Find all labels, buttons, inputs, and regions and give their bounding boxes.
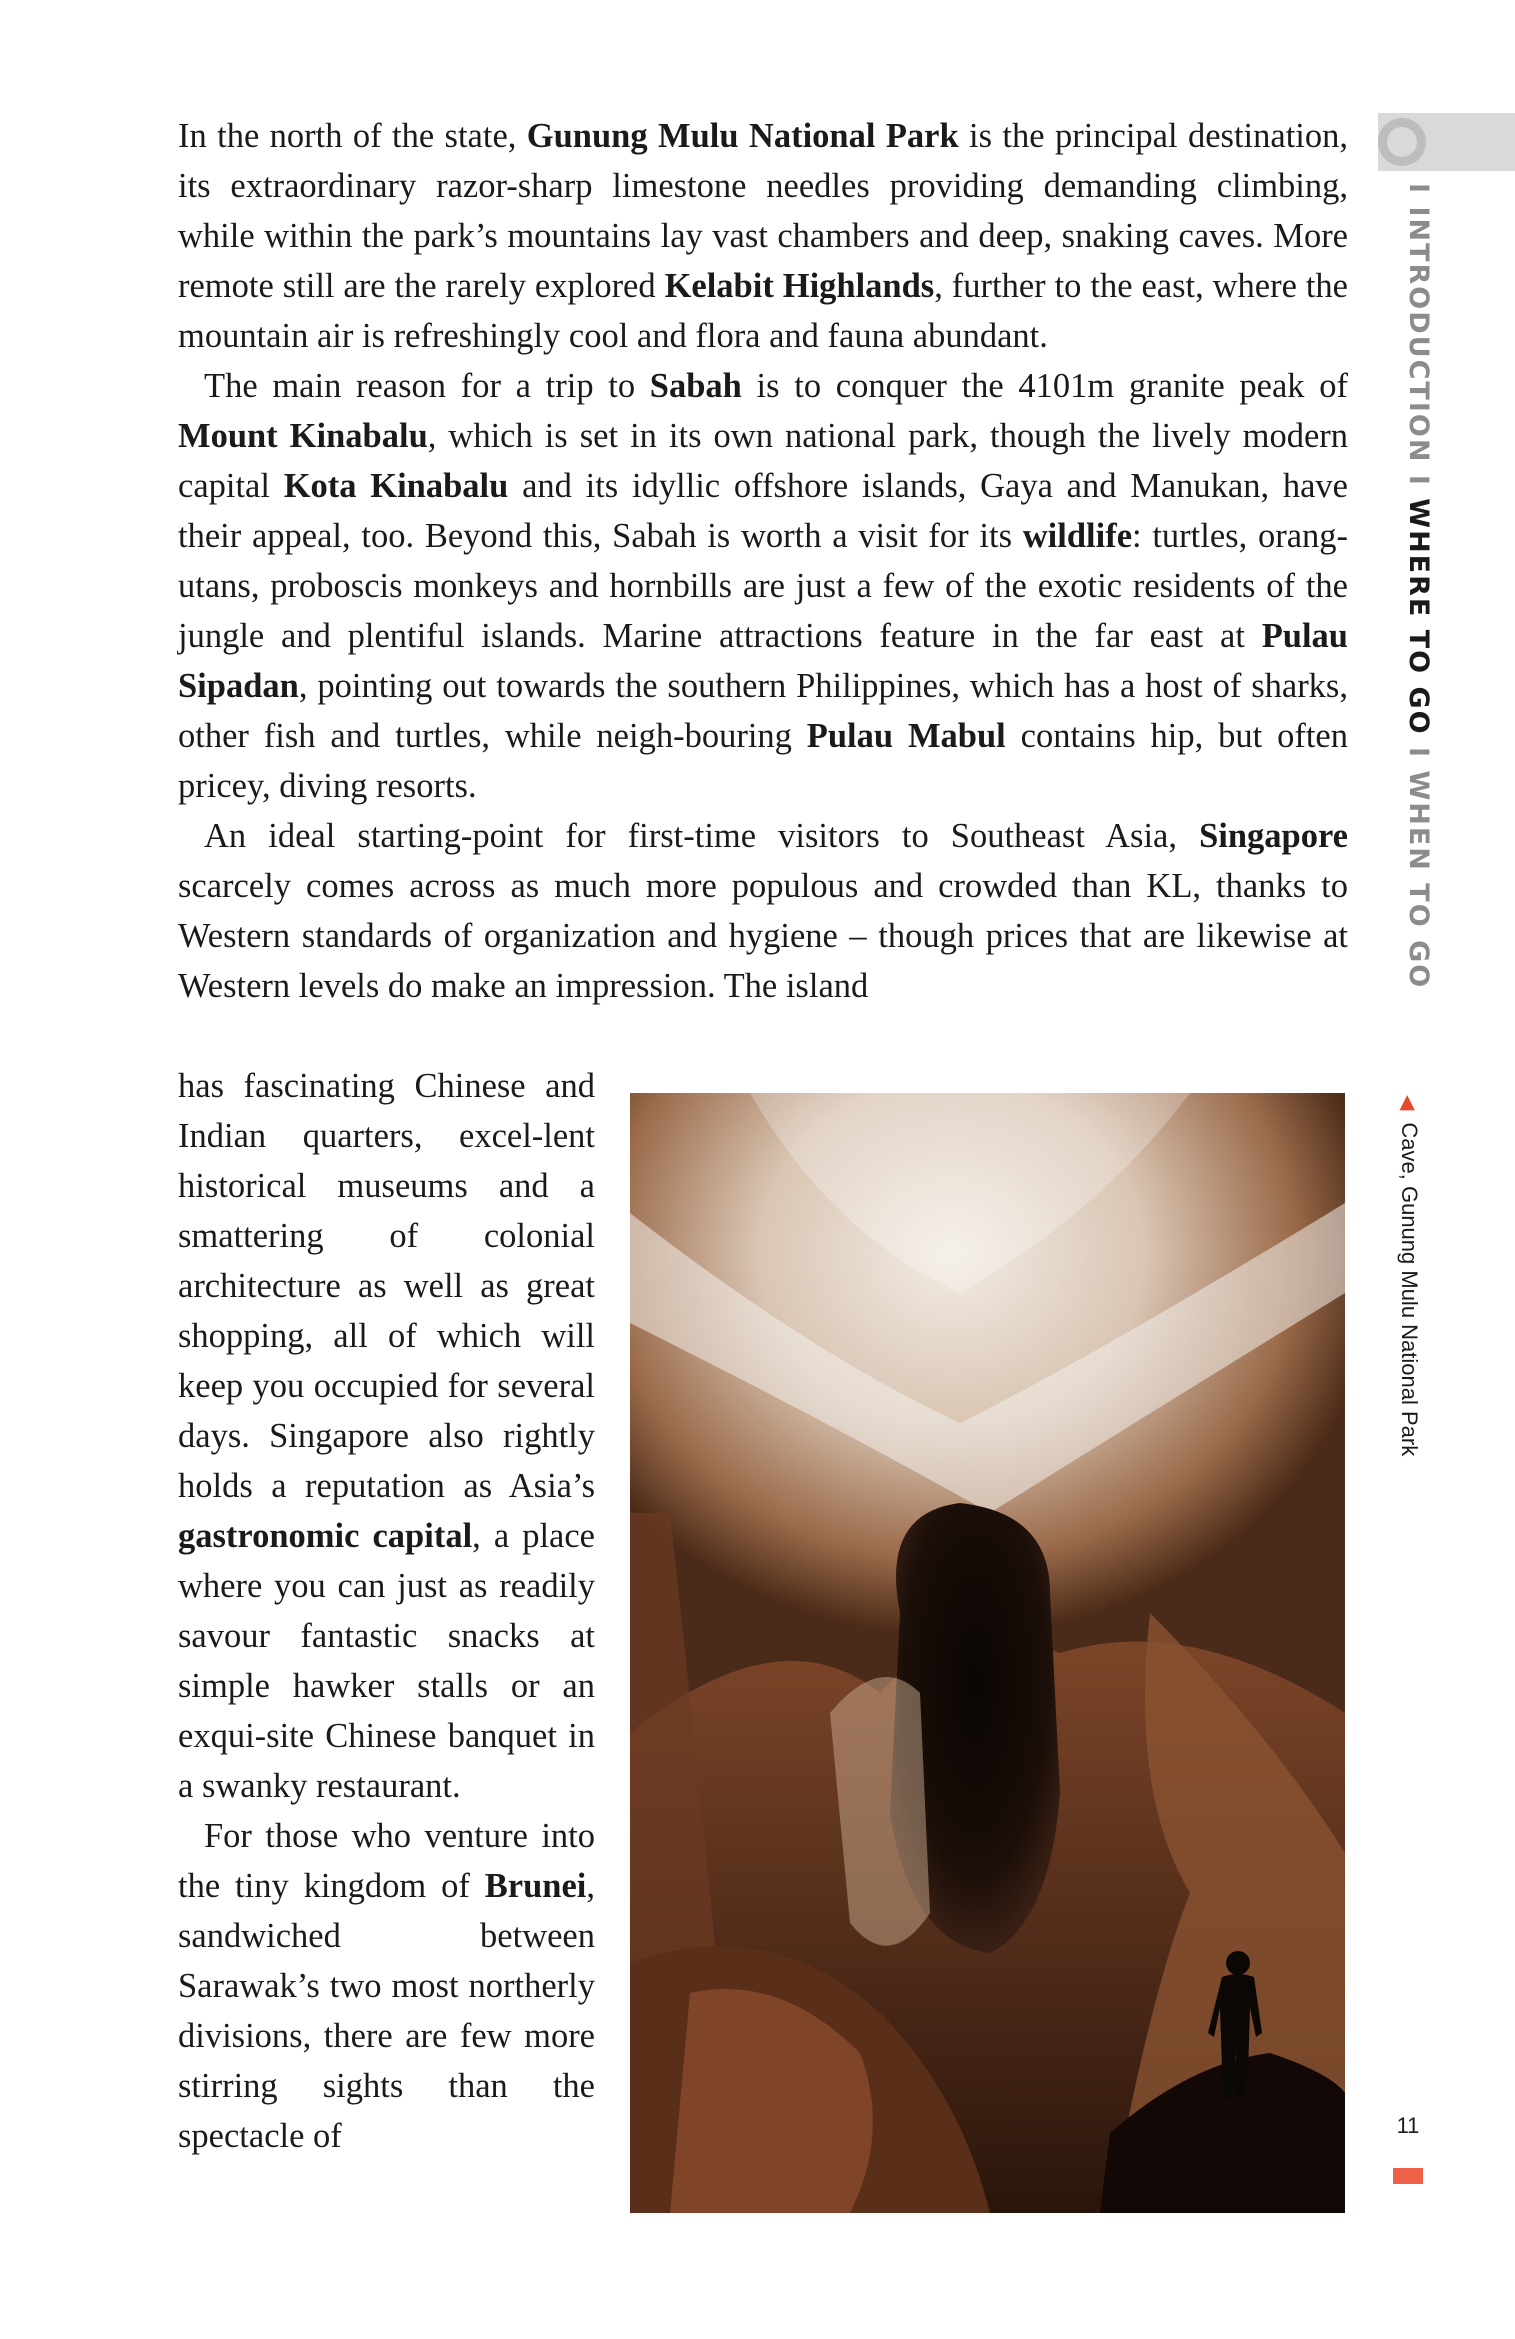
bold-term: Brunei — [484, 1867, 587, 1905]
nav-introduction: INTRODUCTION — [1403, 206, 1434, 464]
section-navigation — [1403, 183, 1434, 989]
bold-term: Pulau Mabul — [806, 717, 1006, 755]
cave-illustration — [630, 1093, 1345, 2213]
page-number: 11 — [1396, 2113, 1420, 2138]
bold-term: Sabah — [649, 367, 742, 405]
bold-term: Mount Kinabalu — [178, 417, 428, 455]
bold-term: Gunung Mulu National Park — [526, 117, 959, 155]
body-text-column — [178, 1061, 595, 2161]
caption-arrow-icon: ◀ — [1397, 1095, 1419, 1111]
nav-separator: I — [1403, 463, 1434, 499]
nav-when-to-go: WHEN TO GO — [1403, 770, 1434, 990]
body-text-top — [178, 111, 1348, 1011]
bold-term: Singapore — [1199, 817, 1348, 855]
paragraph-brunei: For those who venture into the tiny kingdom of Brunei, sandwiched between Sarawak’s two most northerly divisions, there are few more stirring sights than the spectacle of — [178, 1817, 595, 2155]
bold-term: Kota Kinabalu — [283, 467, 509, 505]
paragraph-sabah: The main reason for a trip to Sabah is to conquer the 4101m granite peak of Mount Kinabalu, which is set in its own national park, though the lively modern capital Kota Kinabalu and its idyllic offshore islands, Gaya and Manukan, have their appeal, too. Beyond this, Sabah is worth a visit for its wildlife: turtles, orang-utans, proboscis monkeys and hornbills are just a few of the exotic residents of the jungle and plentiful islands. Marine attractions feature in the far east at Pulau Sipadan, pointing out towards the southern Philippines, which has a host of sharks, other fish and turtles, while neigh-bouring Pulau Mabul contains hip, but often pricey, diving resorts. — [178, 367, 1348, 805]
tab-circle-inner — [1387, 127, 1417, 157]
nav-separator: I — [1403, 735, 1434, 771]
nav-separator: I — [1403, 183, 1434, 207]
page-marker — [1393, 2168, 1423, 2184]
nav-where-to-go: WHERE TO GO — [1403, 498, 1434, 736]
paragraph-singapore-start: An ideal starting-point for first-time visitors to Southeast Asia, Singapore scarcely comes across as much more populous and crowded than KL, thanks to Western standards of organization and hygiene – though prices that are likewise at Western levels do make an impression. The island — [178, 817, 1348, 1005]
bold-term: Kelabit Highlands — [664, 267, 935, 305]
caption-text: Cave, Gunung Mulu National Park — [1397, 1122, 1422, 1457]
bold-term: wildlife — [1022, 517, 1133, 555]
photo-caption — [1396, 1095, 1422, 1456]
paragraph-mulu: In the north of the state, Gunung Mulu National Park is the principal destination, its extraordinary razor-sharp limestone needles providing demanding climbing, while within the park’s mountains lay vast chambers and deep, snaking caves. More remote still are the rarely explored Kelabit Highlands, further to the east, where the mountain air is refreshingly cool and flora and fauna abundant. — [178, 117, 1348, 355]
cave-photo — [630, 1093, 1345, 2213]
bold-term: gastronomic capital — [178, 1517, 473, 1555]
bold-term: Pulau Sipadan — [178, 617, 1348, 705]
paragraph-singapore-cont: has fascinating Chinese and Indian quarters, excel-lent historical museums and a smattering of colonial architecture as well as great shopping, all of which will keep you occupied for several days. Singapore also rightly holds a reputation as Asia’s gastronomic capital, a place where you can just as readily savour fantastic snacks at simple hawker stalls or an exqui-site Chinese banquet in a swanky restaurant. — [178, 1067, 595, 1805]
